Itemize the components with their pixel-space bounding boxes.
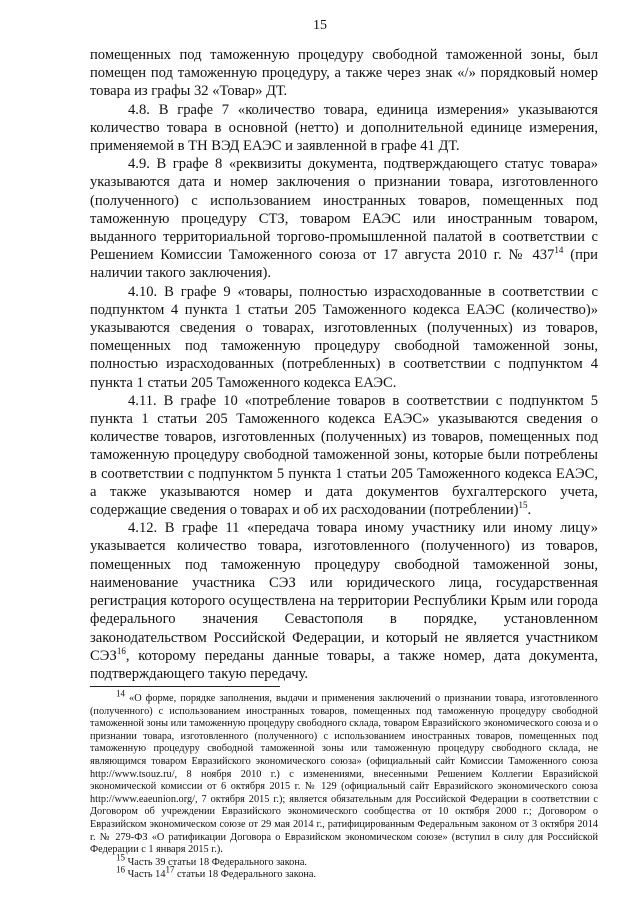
paragraph-4-8: 4.8. В графе 7 «количество товара, единица измерения» указываются количество товара в основной (нетто) и дополнительной единице измерения, применяемой в ТН ВЭД ЕАЭС и заявленной в графе 41 ДТ. — [90, 101, 598, 155]
footnote-14: $^{14}$ «О форме, порядке заполнения, выдачи и применения заключений о признании товара, изготовленного (полученного) с использованием иностранных товаров, помещенных под таможенную процедуру свободной таможенной зоны или таможенную процедуру свободного склада, товаром Евразийского экономического союза и о признании товара, изготовленного (полученного) с использованием иностранных товаров, помещенных под таможенную процедуру свободной таможенной зоны или таможенную процедуру свободного склада, не являющимся товаром Евразийского экономического союза» (официальный сайт Комиссии Таможенного союза http://www.tsouz.ru/, 8 ноября 2010 г.) с изменениями, внесенными Решением Коллегии Евразийской экономической комиссии от 6 октября 2015 г. № 129 (официальный сайт Евразийского экономического союза http://www.eaeunion.org/, 7 октября 2015 г.); является обязательным для Российской Федерации в соответствии с Договором об учреждении Евразийского экономического сообщества от 10 октября 2000 г.; Договором о Евразийском экономическом союзе от 29 мая 2014 г., ратифицированным Федеральным законом от 3 октября 2014 г. № 279-ФЗ «О ратификации Договора о Евразийском экономическом союзе» (вступил в силу для Российской Федерации с 1 января 2015 г.). — [90, 688, 598, 856]
footnote-15: $^{15}$ Часть 39 статьи 18 Федерального закона. — [116, 852, 307, 868]
footnote-mark: 16 — [116, 864, 125, 875]
footnote-separator — [90, 686, 280, 687]
footnotes — [90, 688, 598, 882]
paragraph-4-9: 4.9. В графе 8 «реквизиты документа, подтверждающего статус товара» указываются дата и номер заключения о признании товара, изготовленного (полученного) с использованием иностранных товаров, помещенных под таможенную процедуру СТЗ, товаром ЕАЭС или иностранным товаром, выданного территориальной торгово-промышленной палатой в соответствии с Решением Комиссии Таможенного союза от 17 августа 2010 г. № $437^{14}$ (при наличии такого заключения). — [90, 156, 598, 282]
footnote-inner-sup: 17 — [165, 864, 175, 875]
paragraph-4-11: 4.11. В графе 10 «потребление товаров в соответствии с подпунктом 5 пункта 1 статьи 205 Таможенного кодекса ЕАЭС» указываются сведения о количестве товаров, изготовленных (полученных) из товаров, помещенных под таможенную процедуру свободной таможенной зоны, которые были потреблены в соответствии с подпунктом 5 пункта 1 статьи 205 Таможенного кодекса ЕАЭС, а также указываются номер и дата документов бухгалтерского учета, содержащие сведения о товарах и об их расходовании (потреблении)$^{15}$. — [90, 392, 598, 519]
page-number: 15 — [313, 18, 327, 33]
footnote-ref-16: 16 — [116, 645, 126, 656]
paragraph-4-12: 4.12. В графе 11 «передача товара иному участнику или иному лицу» указывается количество товара, изготовленного (полученного) из товаров, помещенных под таможенную процедуру свободной таможенной зоны, наименование участника СЭЗ или юридического лица, государственная регистрация которого осуществлена на территории Республики Крым или города федерального значения Севастополя в порядке, установленном законодательством Российской Федерации, и который не является участником СЭЗ$^{16}$, которому переданы данные товары, а также номер, дата документа, подтверждающего такую передачу. — [90, 520, 598, 682]
footnote-ref-15: 15 — [518, 500, 528, 511]
footnote-16: $^{16}$ Часть $14^{17}$ статьи 18 Федерального закона. — [116, 864, 317, 881]
footnote-ref-14: 14 — [554, 245, 564, 256]
paragraph-4-10: 4.10. В графе 9 «товары, полностью израсходованные в соответствии с подпунктом 4 пункта 1 статьи 205 Таможенного кодекса ЕАЭС (количество)» указываются сведения о товарах, изготовленных (полученных) из товаров, помещенных под таможенную процедуру свободной таможенной зоны, полностью израсходованных (потребленных) в соответствии с подпунктом 4 пункта 1 статьи 205 Таможенного кодекса ЕАЭС. — [90, 283, 598, 391]
footnote-mark: 15 — [116, 852, 125, 863]
paragraph-intro: помещенных под таможенную процедуру свободной таможенной зоны, был помещен под таможенную процедуру, а также через знак «/» порядковый номер товара из графы 32 «Товар» ДТ. — [90, 47, 598, 100]
footnote-mark: 14 — [116, 688, 125, 699]
body-text — [90, 46, 598, 683]
